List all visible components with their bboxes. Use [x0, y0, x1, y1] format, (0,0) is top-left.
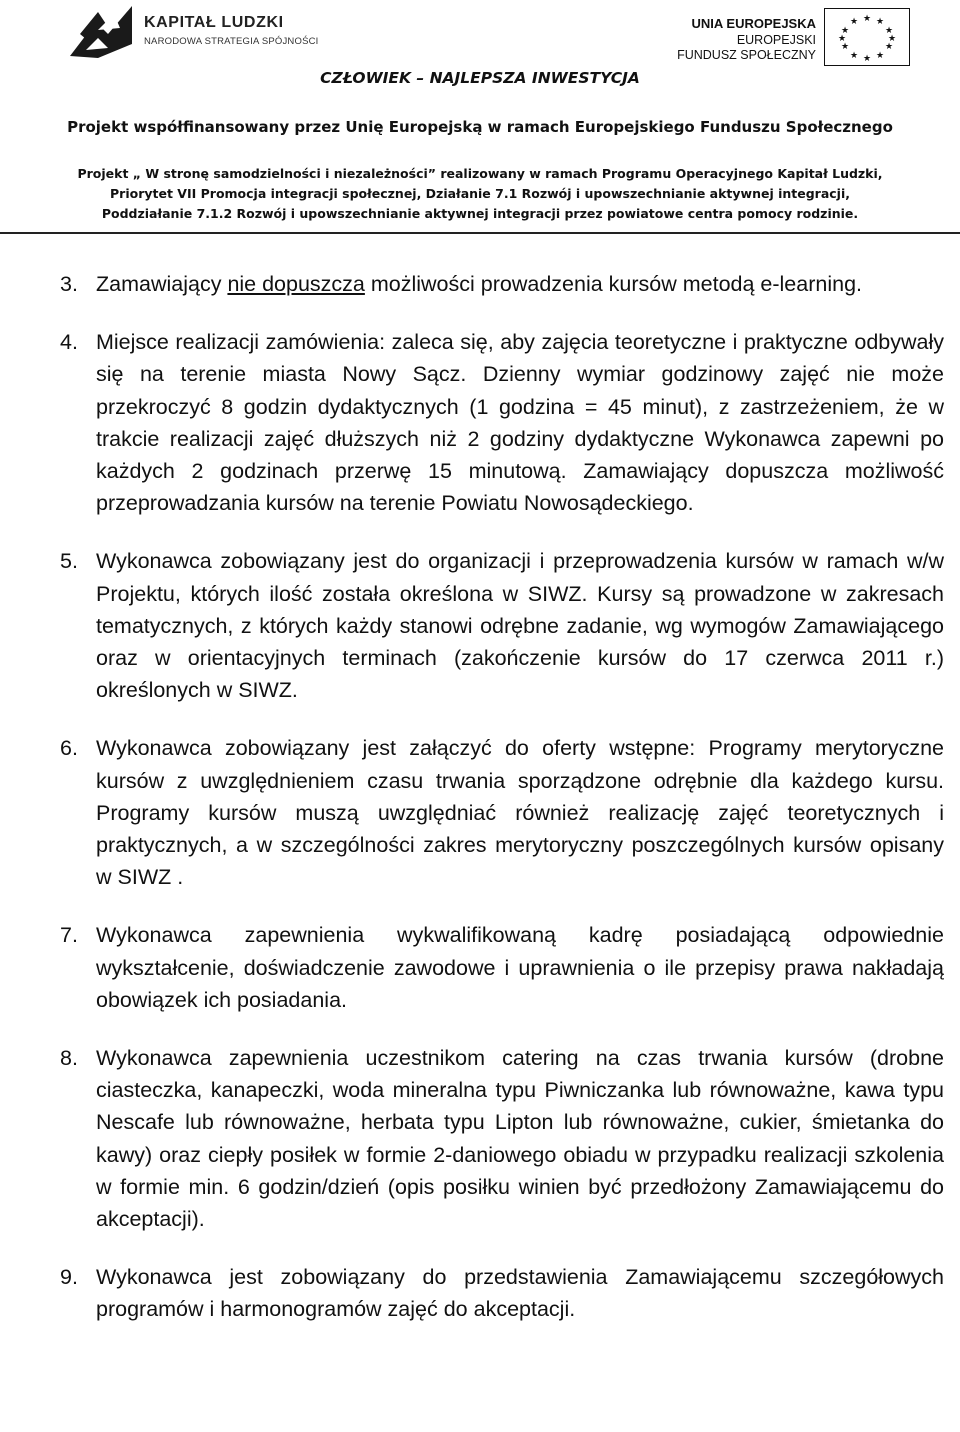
list-item: [60, 919, 944, 1016]
item-text: Wykonawca zapewnienia wykwalifikowaną kadrę posiadającą odpowiednie wykształcenie, doświadczenie zawodowe i uprawnienia o ile przepisy prawa nakładają obowiązek ich posiadania.: [96, 923, 944, 1012]
item-text: Wykonawca jest zobowiązany do przedstawienia Zamawiającemu szczegółowych programów i harmonogramów zajęć do akceptacji.: [96, 1265, 944, 1322]
svg-text:★: ★: [840, 26, 850, 36]
header-divider: [0, 232, 960, 234]
list-item: [60, 732, 944, 893]
svg-text:★: ★: [862, 14, 872, 24]
svg-text:★: ★: [884, 42, 894, 52]
svg-text:★: ★: [887, 34, 897, 44]
header-motto: CZŁOWIEK – NAJLEPSZA INWESTYCJA: [320, 69, 640, 87]
underlined-phrase: nie dopuszcza: [227, 272, 365, 296]
item-number: 9.: [60, 1265, 78, 1290]
list-item: [60, 326, 944, 519]
item-text: [96, 268, 944, 300]
svg-text:★: ★: [875, 17, 885, 27]
item-text: Wykonawca zapewnienia uczestnikom catering na czas trwania kursów (drobne ciasteczka, kanapeczki, woda mineralna typu Piwniczanka lub równoważne, kawa typu Nescafe lub równoważne, herbata typu Lipton lub równoważne, cukier, śmietanka do kawy) oraz ciepły posiłek w formie 2-daniowego obiadu w przypadku realizacji szkolenia w formie min. 6 godzin/dzień (opis posiłku winien być przedłożony Zamawiającemu do akceptacji).: [96, 1046, 944, 1232]
svg-text:★: ★: [849, 51, 859, 61]
item-text: Miejsce realizacji zamówienia: zaleca się, aby zajęcia teoretyczne i praktyczne odbywały się na terenie miasta Nowy Sącz. Dzienny wymiar godzinowy zajęć nie może przekroczyć 8 godzin dydaktycznych (1 godzina = 45 minut), z zastrzeżeniem, że w trakcie realizacji zajęć dłuższych niż 2 godziny dydaktyczne Wykonawca zapewni po każdych 2 godzinach przerwę 15 minutową. Zamawiający dopuszcza możliwość przeprowadzania kursów na terenie Powiatu Nowosądeckiego.: [96, 330, 944, 516]
item-text: Wykonawca zobowiązany jest do organizacji i przeprowadzenia kursów w ramach w/w Projektu, których ilość została określona w SIWZ. Kursy są prowadzone w zakresach tematycznych, z których każdy stanowi odrębne zadanie, wg wymogów Zamawiającego oraz w orientacyjnych terminach (zakończenie kursów do 17 czerwca 2011 r.) określonych w SIWZ.: [96, 549, 944, 703]
eu-flag-stars-icon: [824, 8, 910, 66]
item-text-part: możliwości prowadzenia kursów metodą e-learning.: [364, 272, 863, 296]
list-item: [60, 268, 944, 300]
svg-text:★: ★: [849, 17, 859, 27]
kapital-ludzki-emblem-icon: [68, 4, 134, 60]
item-text: Wykonawca zobowiązany jest załączyć do oferty wstępne: Programy merytoryczne kursów z uwzględnieniem czasu trwania sporządzone odrębnie dla każdego kursu. Programy kursów muszą uwzględniać również realizację zajęć teoretycznych i praktycznych, a w szczególności zakres merytoryczny poszczególnych kursów opisany w SIWZ .: [96, 736, 944, 890]
item-number: 7.: [60, 923, 78, 948]
svg-text:★: ★: [840, 42, 850, 52]
logo-subtitle: NARODOWA STRATEGIA SPÓJNOŚCI: [144, 36, 319, 47]
header-detail-line: Priorytet VII Promocja integracji społecznej, Działanie 7.1 Rozwój i upowszechnianie aktywnej integracji,: [110, 186, 850, 201]
svg-text:★: ★: [875, 51, 885, 61]
svg-text:★: ★: [862, 54, 872, 64]
svg-text:★: ★: [837, 34, 847, 44]
item-number: 6.: [60, 736, 78, 761]
eu-logo-line3: FUNDUSZ SPOŁECZNY: [677, 48, 816, 62]
item-number: 3.: [60, 272, 78, 296]
list-item: [60, 545, 944, 706]
list-item: [60, 1042, 944, 1235]
item-number: 4.: [60, 330, 78, 355]
document-body: [60, 268, 944, 1352]
header-detail-line: Projekt „ W stronę samodzielności i niezależności” realizowany w ramach Programu Operacyjnego Kapitał Ludzki,: [77, 166, 883, 181]
svg-text:★: ★: [884, 26, 894, 36]
header-detail-line: Poddziałanie 7.1.2 Rozwój i upowszechnianie aktywnej integracji przez powiatowe centra pomocy rodzinie.: [101, 206, 859, 221]
logo-title: KAPITAŁ LUDZKI: [144, 14, 284, 31]
page-header: [0, 0, 960, 236]
kapital-ludzki-logo: [68, 4, 319, 60]
header-project-line: Projekt współfinansowany przez Unię Europejską w ramach Europejskiego Funduszu Społecznego: [67, 118, 893, 136]
list-item: [60, 1261, 944, 1325]
item-number: 8.: [60, 1046, 78, 1071]
eu-logo-line2: EUROPEJSKI: [736, 33, 816, 47]
eu-logo-line1: UNIA EUROPEJSKA: [691, 16, 816, 31]
item-text-part: Zamawiający: [96, 272, 228, 296]
eu-logo: [677, 8, 910, 64]
item-number: 5.: [60, 549, 78, 574]
